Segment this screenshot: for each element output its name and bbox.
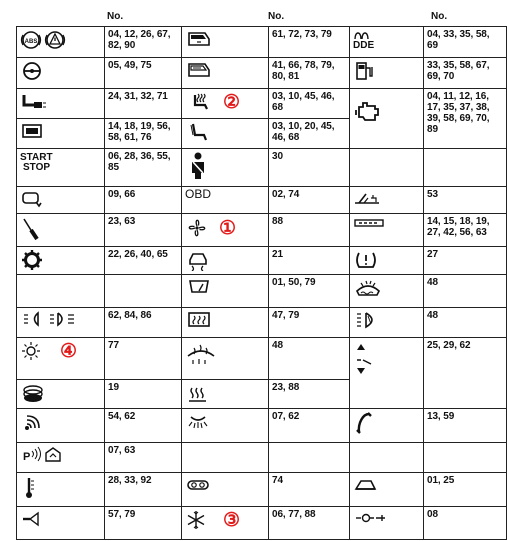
start-stop-label xyxy=(17,149,105,187)
sensor-numbers xyxy=(424,443,507,473)
annotation-3: ③ xyxy=(223,509,241,531)
table-row xyxy=(17,149,507,187)
exhaust-pipe-icon xyxy=(17,89,105,119)
hill-descent-icon xyxy=(350,187,424,214)
sensor-numbers: 23, 63 xyxy=(105,214,182,247)
sensor-numbers: 03, 10, 45, 46, 68 xyxy=(269,89,350,119)
blank-cell xyxy=(350,149,424,187)
sensor-numbers: 14, 18, 19, 56, 58, 61, 76 xyxy=(105,119,182,149)
annotation-1: ① xyxy=(219,217,237,239)
car-door-open-icon xyxy=(182,27,269,58)
sensor-numbers: 25, 29, 62 xyxy=(424,338,507,409)
table-header xyxy=(0,0,507,26)
sensor-numbers: 01, 50, 79 xyxy=(269,275,350,308)
heat-waves-icon xyxy=(182,380,269,409)
blank-cell xyxy=(182,443,269,473)
wiper-blade-icon xyxy=(17,214,105,247)
sensor-numbers: 74 xyxy=(269,473,350,507)
table-row xyxy=(17,308,507,338)
sensor-numbers: 13, 59 xyxy=(424,409,507,443)
gear-icon xyxy=(17,247,105,275)
sensor-numbers: 04, 33, 35, 58, 69 xyxy=(424,27,507,58)
sensor-numbers: 24, 31, 32, 71 xyxy=(105,89,182,119)
table-row xyxy=(17,473,507,507)
memory-bar-icon xyxy=(350,214,424,247)
dde-glow-plug-icon xyxy=(350,27,424,58)
fuel-pump-icon xyxy=(350,58,424,89)
table-row xyxy=(17,27,507,58)
sensor-numbers: 08 xyxy=(424,507,507,540)
heated-seat-icon xyxy=(182,89,269,119)
empty-cell xyxy=(17,275,105,308)
sensor-numbers: 28, 33, 92 xyxy=(105,473,182,507)
sensor-numbers: 07, 63 xyxy=(105,443,182,473)
sensor-numbers: 09, 66 xyxy=(105,187,182,214)
rear-wiper-window-icon xyxy=(182,275,269,308)
seatbelt-person-icon xyxy=(182,149,269,187)
sensor-numbers: 21 xyxy=(269,247,350,275)
washer-fluid-icon xyxy=(350,275,424,308)
sensor-numbers: 30 xyxy=(269,149,350,187)
sensor-numbers: 47, 79 xyxy=(269,308,350,338)
wireless-signal-icon xyxy=(17,409,105,443)
interior-light-icon xyxy=(182,409,269,443)
sensor-numbers: 77 xyxy=(105,338,182,380)
sensor-numbers: 04, 11, 12, 16, 17, 35, 37, 38, 39, 58, 69, 70, 89 xyxy=(424,89,507,149)
table-row xyxy=(17,214,507,247)
roof-icon xyxy=(350,473,424,507)
blank-cell xyxy=(350,443,424,473)
sensor-numbers: 22, 26, 40, 65 xyxy=(105,247,182,275)
cd-disc-icon xyxy=(17,380,105,409)
windshield-defrost-icon xyxy=(182,338,269,380)
sensor-numbers: 53 xyxy=(424,187,507,214)
steering-wheel-icon xyxy=(17,58,105,89)
obd-text: OBD xyxy=(185,187,212,201)
parking-sensor-icon xyxy=(17,443,105,473)
col2-header: No. xyxy=(268,11,285,22)
horn-icon xyxy=(17,507,105,540)
sensor-numbers: 14, 15, 18, 19, 27, 42, 56, 63 xyxy=(424,214,507,247)
svg-text:P: P xyxy=(23,451,31,463)
sensor-numbers: 06, 77, 88 xyxy=(269,507,350,540)
sensor-numbers: 27 xyxy=(424,247,507,275)
start-label: START xyxy=(20,152,53,163)
annotation-4: ④ xyxy=(60,340,78,362)
abs-and-warning-triangle-icon xyxy=(17,27,105,58)
sensor-numbers: 07, 62 xyxy=(269,409,350,443)
sensor-numbers: 54, 62 xyxy=(105,409,182,443)
sensor-numbers: 62, 84, 86 xyxy=(105,308,182,338)
check-engine-icon xyxy=(350,89,424,149)
table-row xyxy=(17,275,507,308)
recirculation-icon xyxy=(182,473,269,507)
col3-header: No. xyxy=(431,11,448,22)
display-screen-icon xyxy=(17,119,105,149)
car-skid-icon xyxy=(182,247,269,275)
stop-label: STOP xyxy=(23,162,51,173)
sensor-numbers: 03, 10, 20, 45, 46, 68 xyxy=(269,119,350,149)
mirror-adjust-icon xyxy=(17,187,105,214)
dimmer-arrows-icon xyxy=(350,338,424,409)
light-bulb-sun-icon xyxy=(17,338,105,380)
rear-defrost-icon xyxy=(182,308,269,338)
sensor-numbers: 05, 49, 75 xyxy=(105,58,182,89)
col1-header: No. xyxy=(107,11,124,22)
sensor-numbers: 04, 12, 26, 67, 82, 90 xyxy=(105,27,182,58)
sensor-numbers: 23, 88 xyxy=(269,380,350,409)
svg-text:ABS: ABS xyxy=(24,39,38,45)
sensor-numbers: 48 xyxy=(269,338,350,380)
sensor-numbers xyxy=(269,443,350,473)
sensor-numbers: 06, 28, 36, 55, 85 xyxy=(105,149,182,187)
obd-label xyxy=(182,187,269,214)
table-row xyxy=(17,247,507,275)
sensor-numbers: 48 xyxy=(424,308,507,338)
tire-pressure-icon xyxy=(350,247,424,275)
table-row xyxy=(17,187,507,214)
sensor-numbers xyxy=(424,149,507,187)
sensor-numbers: 41, 66, 78, 79, 80, 81 xyxy=(269,58,350,89)
table-row xyxy=(17,507,507,540)
table-row xyxy=(17,58,507,89)
empty-cell xyxy=(105,275,182,308)
headlight-icon xyxy=(17,308,105,338)
dde-label: DDE xyxy=(353,40,375,51)
phone-handset-icon xyxy=(350,409,424,443)
snowflake-ac-icon xyxy=(182,507,269,540)
thermometer-icon xyxy=(17,473,105,507)
table-row xyxy=(17,89,507,119)
sensor-numbers: 02, 74 xyxy=(269,187,350,214)
sensor-numbers: 01, 25 xyxy=(424,473,507,507)
sensor-numbers: 19 xyxy=(105,380,182,409)
sensor-numbers: 48 xyxy=(424,275,507,308)
annotation-2: ② xyxy=(223,91,241,113)
symbol-table xyxy=(16,26,507,540)
sensor-numbers: 61, 72, 73, 79 xyxy=(269,27,350,58)
table-row xyxy=(17,338,507,380)
headlamp-washer-icon xyxy=(350,308,424,338)
sensor-numbers: 57, 79 xyxy=(105,507,182,540)
seat-icon xyxy=(182,119,269,149)
car-window-icon xyxy=(182,58,269,89)
sensor-numbers: 88 xyxy=(269,214,350,247)
table-row xyxy=(17,443,507,473)
sensor-numbers: 33, 35, 58, 67, 69, 70 xyxy=(424,58,507,89)
table-row xyxy=(17,409,507,443)
fan-icon xyxy=(182,214,269,247)
battery-plug-icon xyxy=(350,507,424,540)
